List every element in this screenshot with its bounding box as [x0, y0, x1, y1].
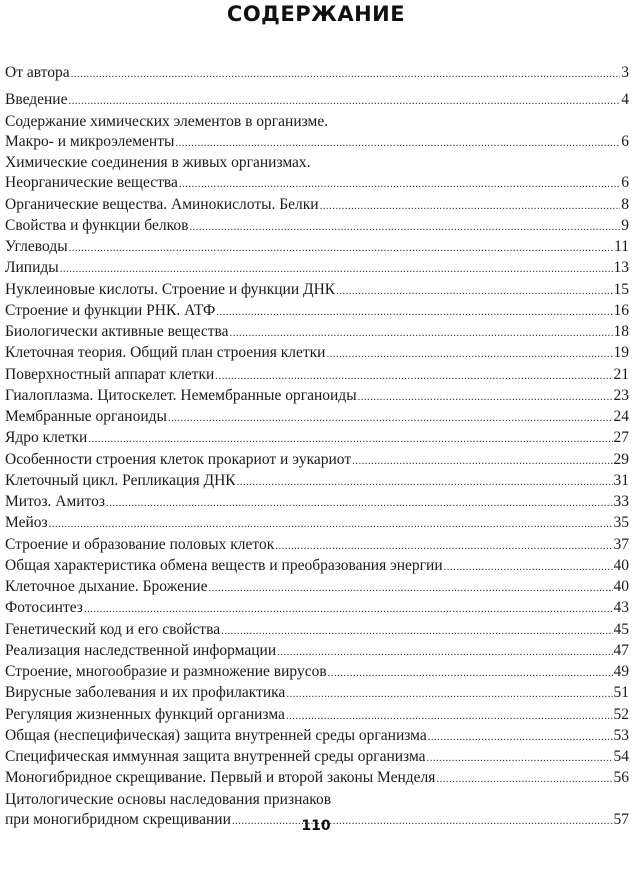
toc-entry — [5, 705, 629, 726]
toc-entry-page: 47 — [613, 641, 629, 659]
toc-entry-page: 9 — [621, 216, 629, 234]
toc-entry-line — [5, 768, 629, 789]
toc-entry-line — [5, 598, 629, 619]
toc-entry-heading-line: Содержание химических элементов в организме. — [5, 112, 329, 130]
dot-leader — [286, 706, 613, 726]
toc-entry-line — [5, 450, 629, 471]
toc-entry-title: Моногибридное скрещивание. Первый и второй законы Менделя — [5, 769, 436, 787]
toc-entry-title: Особенности строения клеток прокариот и эукариот — [5, 450, 352, 468]
toc-entry-title: Свойства и функции белков — [5, 216, 189, 234]
toc-entry-title: Введение — [5, 91, 68, 109]
dot-leader — [352, 451, 612, 471]
toc-entry-page: 53 — [613, 726, 629, 744]
toc-entry-line — [5, 577, 629, 598]
toc-entry-line — [5, 641, 629, 662]
toc-entry-line — [5, 322, 629, 343]
toc-entry-line — [5, 216, 629, 237]
page-number: 110 — [301, 818, 331, 834]
toc-entry — [5, 513, 629, 534]
toc-entry — [5, 620, 629, 641]
toc-entry-page: 27 — [613, 429, 629, 447]
dot-leader — [60, 259, 613, 279]
toc-entry-line — [5, 301, 629, 322]
toc-entry-title: Специфическая иммунная защита внутренней среды организма — [5, 748, 426, 765]
toc-entry-line — [5, 662, 629, 683]
toc-entry — [5, 492, 629, 513]
toc-entry — [5, 343, 629, 364]
toc-entry-page: 43 — [613, 599, 629, 617]
toc-entry-line — [5, 535, 629, 556]
page-title: СОДЕРЖАНИЕ — [226, 2, 406, 26]
toc-entry — [5, 598, 629, 619]
dot-leader — [444, 557, 613, 577]
toc-entry-page: 51 — [613, 684, 629, 702]
toc-entry-title: Реализация наследственной информации — [5, 641, 277, 659]
toc-entry-line — [5, 365, 629, 386]
toc-entry-line — [5, 556, 629, 577]
table-of-contents — [5, 63, 629, 831]
toc-entry-title: Нуклеиновые кислоты. Строение и функции ДНК — [5, 280, 336, 298]
toc-entry-line — [5, 343, 629, 364]
toc-entry-line — [5, 726, 629, 747]
toc-entry — [5, 322, 629, 343]
toc-entry — [5, 577, 629, 598]
dot-leader — [69, 238, 613, 258]
toc-entry-line — [5, 195, 629, 216]
toc-entry — [5, 535, 629, 556]
dot-leader — [221, 621, 612, 641]
toc-entry-page: 16 — [613, 301, 629, 319]
toc-entry-line — [5, 386, 629, 407]
dot-leader — [428, 727, 613, 747]
toc-entry-page: 6 — [621, 132, 629, 150]
toc-entry-line — [5, 63, 629, 84]
toc-entry-title: при моногибридном скрещивании — [5, 810, 231, 828]
toc-entry-page: 40 — [613, 556, 629, 574]
toc-entry-title: Общая (неспецифическая) защита внутренней среды организма — [5, 726, 427, 744]
dot-leader — [88, 429, 612, 449]
dot-leader — [106, 493, 612, 513]
toc-entry-line — [5, 90, 629, 111]
toc-entry-page: 23 — [613, 386, 629, 404]
dot-leader — [179, 174, 620, 194]
toc-entry-title: Органические вещества. Аминокислоты. Белки — [5, 195, 319, 213]
toc-entry — [5, 471, 629, 492]
toc-entry-page: 54 — [613, 748, 629, 765]
dot-leader — [427, 748, 613, 768]
toc-entry — [5, 90, 629, 111]
dot-leader — [168, 408, 613, 428]
dot-leader — [328, 663, 613, 683]
toc-entry-page: 57 — [613, 810, 629, 828]
dot-leader — [230, 323, 613, 343]
dot-leader — [71, 64, 621, 84]
dot-leader — [286, 684, 612, 704]
toc-entry — [5, 726, 629, 747]
toc-entry — [5, 237, 629, 258]
toc-entry-title: Клеточный цикл. Репликация ДНК — [5, 471, 236, 489]
toc-entry-page: 19 — [613, 344, 629, 362]
dot-leader — [215, 366, 612, 386]
toc-entry — [5, 216, 629, 237]
toc-entry — [5, 641, 629, 662]
toc-entry-page: 13 — [613, 259, 629, 277]
toc-entry — [5, 386, 629, 407]
toc-entry-title: Поверхностный аппарат клетки — [5, 365, 215, 383]
dot-leader — [216, 302, 612, 322]
toc-entry-line — [5, 173, 629, 194]
toc-entry-page: 4 — [621, 91, 629, 109]
dot-leader — [326, 344, 612, 364]
toc-entry-title: Строение, многообразие и размножение вирусов — [5, 663, 327, 680]
toc-entry — [5, 112, 629, 154]
toc-entry-line — [5, 683, 629, 704]
toc-entry-page: 40 — [613, 578, 629, 595]
toc-entry — [5, 556, 629, 577]
toc-entry — [5, 450, 629, 471]
toc-entry-title: Клеточная теория. Общий план строения клетки — [5, 344, 326, 362]
toc-entry-line — [5, 258, 629, 279]
toc-entry — [5, 768, 629, 789]
toc-entry-title: Гиалоплазма. Цитоскелет. Немембранные органоиды — [5, 386, 357, 404]
dot-leader — [336, 281, 612, 301]
toc-entry-title: Вирусные заболевания и их профилактика — [5, 684, 286, 702]
toc-entry — [5, 258, 629, 279]
toc-entry-line — [5, 513, 629, 534]
toc-entry-line — [5, 428, 629, 449]
dot-leader — [49, 514, 613, 534]
toc-entry — [5, 365, 629, 386]
toc-entry-page: 6 — [621, 174, 629, 192]
toc-entry-title: Ядро клетки — [5, 429, 88, 447]
toc-entry-line — [5, 747, 629, 768]
toc-entry-page: 33 — [613, 493, 629, 510]
toc-entry-page: 31 — [613, 471, 629, 489]
toc-entry-page: 45 — [613, 620, 629, 638]
dot-leader — [358, 387, 613, 407]
dot-leader — [175, 133, 620, 153]
toc-entry-title: Клеточное дыхание. Брожение — [5, 578, 208, 595]
toc-entry-title: Фотосинтез — [5, 599, 83, 617]
dot-leader — [189, 217, 620, 237]
toc-entry-title: Мейоз — [5, 514, 48, 532]
toc-entry-page: 21 — [613, 365, 629, 383]
toc-entry-title: Макро- и микроэлементы — [5, 132, 175, 150]
dot-leader — [436, 769, 612, 789]
dot-leader — [237, 472, 613, 492]
toc-entry-title: Липиды — [5, 259, 59, 277]
toc-entry-title: От автора — [5, 64, 70, 81]
toc-entry-title: Общая характеристика обмена веществ и преобразования энергии — [5, 556, 443, 574]
toc-entry-page: 37 — [613, 535, 629, 553]
toc-entry-page: 52 — [613, 705, 629, 723]
toc-entry-page: 29 — [613, 450, 629, 468]
toc-entry-heading-line: Химические соединения в живых организмах. — [5, 154, 311, 171]
toc-entry-title: Неорганические вещества — [5, 174, 178, 192]
toc-entry — [5, 747, 629, 768]
toc-entry-title: Регуляция жизненных функций организма — [5, 705, 285, 723]
toc-entry-page: 56 — [613, 769, 629, 787]
toc-entry-page: 11 — [614, 238, 629, 255]
toc-entry — [5, 280, 629, 301]
dot-leader — [275, 536, 612, 556]
toc-entry-page: 35 — [613, 514, 629, 532]
toc-entry — [5, 195, 629, 216]
toc-entry-title: Митоз. Амитоз — [5, 493, 106, 510]
toc-entry — [5, 301, 629, 322]
toc-entry — [5, 683, 629, 704]
toc-entry-line — [5, 280, 629, 301]
toc-entry-page: 18 — [613, 323, 629, 340]
toc-entry-line — [5, 407, 629, 428]
toc-entry — [5, 63, 629, 84]
toc-entry-title: Биологически активные вещества — [5, 323, 229, 340]
toc-entry-title: Строение и функции РНК. АТФ — [5, 301, 216, 319]
toc-entry-page: 24 — [613, 408, 629, 425]
toc-entry-title: Углеводы — [5, 238, 68, 255]
dot-leader — [68, 91, 620, 111]
toc-entry-line — [5, 705, 629, 726]
dot-leader — [277, 642, 612, 662]
toc-entry-page: 15 — [613, 280, 629, 298]
toc-entry-line — [5, 132, 629, 153]
toc-entry-page: 8 — [621, 195, 629, 213]
toc-entry-line — [5, 237, 629, 258]
toc-entry — [5, 428, 629, 449]
toc-entry-page: 3 — [621, 64, 629, 81]
toc-entry-line — [5, 492, 629, 513]
toc-entry — [5, 407, 629, 428]
toc-entry — [5, 662, 629, 683]
toc-entry-page: 49 — [613, 663, 629, 680]
toc-entry — [5, 153, 629, 195]
toc-entry-title: Генетический код и его свойства — [5, 620, 221, 638]
dot-leader — [320, 196, 621, 216]
toc-entry-title: Мембранные органоиды — [5, 408, 167, 425]
dot-leader — [208, 578, 612, 598]
toc-entry-heading-line: Цитологические основы наследования признаков — [5, 790, 332, 808]
toc-entry-line — [5, 471, 629, 492]
toc-entry-title: Строение и образование половых клеток — [5, 535, 275, 553]
toc-entry-line — [5, 620, 629, 641]
dot-leader — [84, 599, 613, 619]
